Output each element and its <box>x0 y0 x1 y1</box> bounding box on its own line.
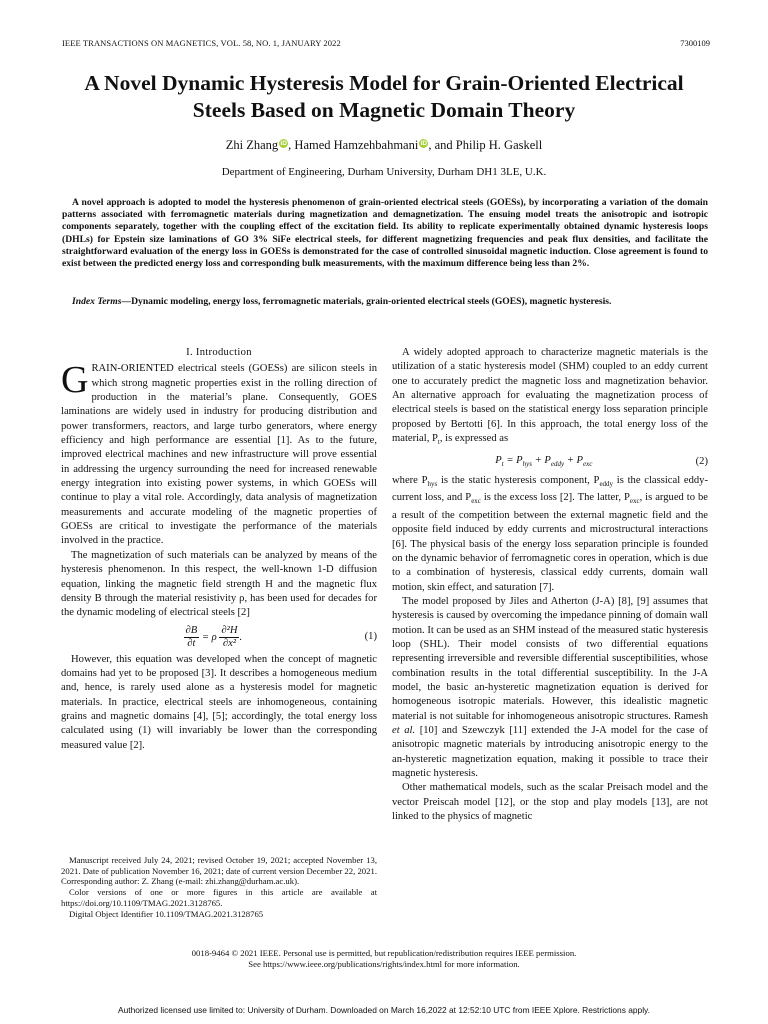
intro-paragraph-1: GRAIN-ORIENTED electrical steels (GOESs) are silicon steels in which strong magnetic properties exist in the rolling direction of production in the material’s plane. Consequently, GOES laminations are widely used in industry for producing distribution and power transformers, reactors, and large turbo generators, where energy efficiency and high performance are essential [1]. As to the future, improved electrical machines and new infrastructure will prove essential in addressing the urgency surrounding the need for increased renewable energy integration into existing power systems, in which GOESs will continue to play a vital role. Accordingly, data analysis of magnetization measurements and accurate modeling of the magnetic properties of GOESs are critical to investigate the performance of the materials involved in the practice. <box>61 359 377 547</box>
title-line-1: A Novel Dynamic Hysteresis Model for Grain-Oriented Electrical <box>84 71 684 95</box>
index-terms: Index Terms—Dynamic modeling, energy loss, ferromagnetic materials, grain-oriented electrical steels (GOES), magnetic hysteresis. <box>72 296 612 307</box>
orcid-icon[interactable]: iD <box>420 140 428 147</box>
paper-title <box>40 70 728 124</box>
right-paragraph-3: The model proposed by Jiles and Atherton (J-A) [8], [9] assumes that hysteresis is caused by overcoming the impedance pinning of domain wall motion. It can be used as an SHM instead of the measured static hysteresis loop (SHL). Their model consists of two differential equations representing irreversible and reversible differential susceptibilities, whose combination results in the total differential susceptibility. In the J-A model, the basic an-hysteretic magnetization equation is derived for homogeneous isotropic materials. However, this idealistic magnetic material is not suitable for inhomogeneous anisotropic structures. Ramesh et al. [10] and Szewczyk [11] extended the J-A model for the case of anisotropic magnetic materials by introducing anisotropic energy to the an-hysteretic magnetization equation, making it possible to trace their magnetic hysteresis. <box>392 595 708 780</box>
author-1: Zhi Zhang <box>225 138 279 152</box>
right-paragraph-2: where $P_{hys}$ is the static hysteresis component, $P_{eddy}$ is the classical eddy-current loss, and $P_{exc}$ is the excess loss [2]. The latter, $P_{exc}$, is argued to be a result of the competition between the external magnetic field and the opposite field induced by eddy currents and microstructural interactions [6]. The physical basis of the energy loss separation principle is founded on the dynamic behavior of ferromagnetic cores in operation, which is due to a combination of hysteresis, classical eddy currents, domain wall motion, skin effect, and saturation [7]. <box>392 474 709 593</box>
right-paragraph-1: A widely adopted approach to characterize magnetic materials is the utilization of a static hysteresis model (SHM) coupled to an eddy current one to accurately predict the magnetic loss and magnetization behavior. An alternative approach for evaluating the magnetization process of electrical steels is based on the statistical energy loss separation principle proposed by Bertotti [6]. In this approach, the total energy loss of the material, $P_t$, is expressed as <box>392 347 708 447</box>
left-column <box>61 346 377 753</box>
title-line-2: Steels Based on Magnetic Domain Theory <box>192 98 576 122</box>
running-header: IEEE TRANSACTIONS ON MAGNETICS, VOL. 58, NO. 1, JANUARY 2022 <box>62 38 341 48</box>
equation-2 <box>392 454 708 471</box>
equation-1 <box>61 625 377 650</box>
author-3: Philip H. Gaskell <box>455 138 543 152</box>
copyright-notice: 0018-9464 © 2021 IEEE. Personal use is permitted, but republication/redistribution requires IEEE permission. See https://www.ieee.org/publications/rights/index.html for more information. <box>191 948 577 969</box>
author-list: Zhi Zhang iD, Hamed Hamzehbahmani iD, and Philip H. Gaskell <box>225 138 543 152</box>
equation-1-label: (1) <box>364 630 377 642</box>
author-2: Hamed Hamzehbahmani <box>294 138 419 152</box>
footnote-color: Color versions of one or more figures in this article are available at https://doi.org/10.1109/TMAG.2021.3128765. <box>61 887 377 908</box>
equation-1-math: $\frac{\partial B}{\partial t}$ = ρ $\frac{\text{∂²H}}{\text{∂x²}}$ . <box>185 624 243 649</box>
orcid-icon[interactable]: iD <box>280 140 287 147</box>
equation-2-label: (2) <box>695 456 708 468</box>
affiliation: Department of Engineering, Durham University, Durham DH1 3LE, U.K. <box>221 166 547 178</box>
index-terms-text: Dynamic modeling, energy loss, ferromagnetic materials, grain-oriented electrical steels (GOES), magnetic hysteresis. <box>131 296 612 307</box>
intro-paragraph-3: However, this equation was developed when the concept of magnetic domains had yet to be proposed [3]. It describes a homogeneous medium and, hence, is rarely used alone as a hysteresis model for magnetic materials. In practice, electrical steels are inhomogeneous, containing grains and magnetic domains [4], [5]; accordingly, the total energy loss calculated using (1) will invariably be lower than the corresponding measured value [2]. <box>61 653 377 751</box>
download-notice: Authorized licensed use limited to: University of Durham. Downloaded on March 16,2022 at 12:52:10 UTC from IEEE Xplore. Restrictions apply. <box>118 1005 650 1015</box>
footnote-doi: Digital Object Identifier 10.1109/TMAG.2021.3128765 <box>69 908 264 919</box>
equation-2-math: $P_t = P_{hys} + P_{eddy} + P_{exc}$ <box>495 454 593 468</box>
intro-paragraph-2: The magnetization of such materials can be analyzed by means of the hysteresis phenomenon. In this respect, the well-known 1-D diffusion equation, linking the magnetic field strength H and the magnetic flux density B through the material resistivity ρ, has been used for decades for the dynamic modeling of electrical steels [2] <box>61 549 377 619</box>
footnote-manuscript: Manuscript received July 24, 2021; revised October 19, 2021; accepted November 13, 2021. Date of publication November 16, 2021; date of current version December 22, 2021. Corresponding author: Z. Zhang (e-mail: zhi.zhang@durham.ac.uk). <box>61 855 377 887</box>
article-number: 7300109 <box>680 38 710 48</box>
right-column <box>392 346 708 824</box>
footnotes <box>61 855 377 919</box>
right-paragraph-4: Other mathematical models, such as the scalar Preisach model and the vector Preiscah model [12], or the stop and play models [13], are not linked to the physics of magnetic <box>392 782 708 823</box>
index-terms-label: Index Terms <box>72 296 122 307</box>
abstract: A novel approach is adopted to model the hysteresis phenomenon of grain-oriented electrical steels (GOESs), by incorporating a variation of the domain patterns associated with ferromagnetic materials during magnetization and demagnetization. The ensuing model treats the anisotropic and isotropic components separately, together with the coupling effect of the excitation field. Its ability to replicate experimentally obtained dynamic hysteresis loops (DHLs) for Epstein size laminations of GO 3% SiFe electrical steels, for different magnetizing frequencies and peak flux densities, and facilitate the straightforward evaluation of the energy loss in GOESs is demonstrated for the case of controlled sinusoidal magnetic induction. Close agreement is found to exist between the predicted energy loss and corresponding bulk measurements, with the maximum difference being less than 2%. <box>62 197 708 270</box>
drop-cap: G <box>61 359 89 402</box>
section-heading: I. Introduction <box>186 347 252 358</box>
